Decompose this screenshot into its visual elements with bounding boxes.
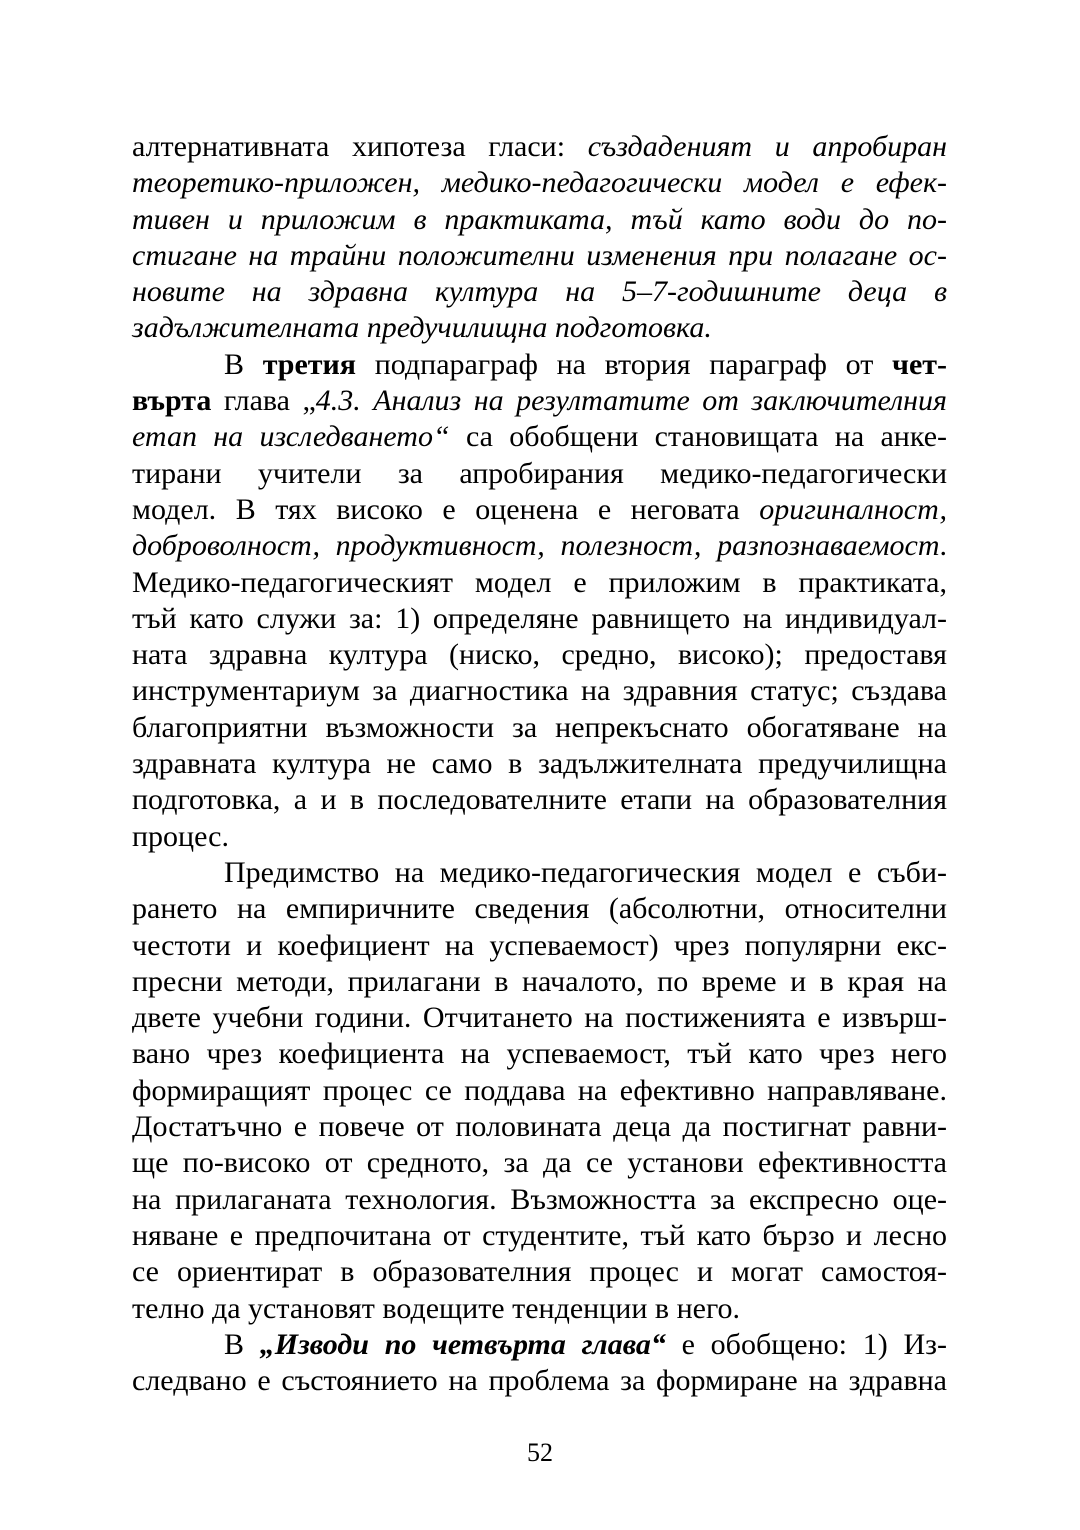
text-run: ще по-високо от средното, за да се установи ефективността: [132, 1146, 947, 1180]
text-run: на прилаганата технология. Възможността за експресно оце-: [132, 1182, 947, 1216]
text-line: [132, 456, 947, 492]
text-run: са обобщени становищата на анке-: [449, 420, 948, 454]
text-line: [132, 1073, 947, 1109]
text-line: [132, 782, 947, 818]
text-line: [132, 274, 947, 310]
text-run: доброволност, продуктивност, полезност, разпознаваемост: [132, 529, 940, 563]
text-run: теоретико-приложен, медико-педагогически модел е ефек-: [132, 166, 947, 200]
text-line: [132, 1145, 947, 1181]
text-run: В: [224, 1327, 260, 1361]
paragraph-analysis: [132, 347, 947, 855]
text-line: [132, 202, 947, 238]
text-line: [132, 637, 947, 673]
text-run: подготовка, а и в последователните етапи на образователния: [132, 783, 947, 817]
text-line: [132, 565, 947, 601]
text-run: двете учебни години. Отчитането на постиженията е извърш-: [132, 1001, 947, 1035]
text-run: се ориентират в образователния процес и могат самостоя-: [132, 1255, 947, 1289]
text-run: глава „: [211, 384, 316, 418]
text-run: няване е предпочитана от студентите, тъй като бързо и лесно: [132, 1218, 947, 1252]
text-run: В: [224, 347, 263, 381]
text-run: третия: [262, 347, 357, 381]
text-line: [132, 710, 947, 746]
text-run: чет-: [892, 347, 948, 381]
text-line: [132, 1218, 947, 1254]
text-run: формиращият процес се поддава на ефективно направляване.: [132, 1073, 947, 1107]
text-run: „Изводи по четвърта глава“: [259, 1327, 666, 1361]
paragraph-conclusions: [132, 1327, 947, 1400]
text-line: [132, 1363, 947, 1399]
text-run: вано чрез коефициента на успеваемост, тъй като чрез него: [132, 1037, 947, 1071]
text-run: рането на емпиричните сведения (абсолютни, относителни: [132, 892, 947, 926]
text-line: [132, 1254, 947, 1290]
text-line: [132, 383, 947, 419]
text-line: [132, 165, 947, 201]
text-run: новите на здравна култура на 5–7-годишните деца в: [132, 275, 947, 309]
text-run: подпараграф на втория параграф от: [356, 347, 893, 381]
text-run: оригиналност,: [759, 492, 947, 526]
text-run: Медико-педагогическият модел е приложим в практиката,: [132, 565, 947, 599]
text-line: [132, 1036, 947, 1072]
text-line: [132, 928, 947, 964]
text-line: [132, 819, 947, 855]
paragraph-advantage: [132, 855, 947, 1327]
text-line: [132, 492, 947, 528]
text-line: [132, 1109, 947, 1145]
text-line: [132, 673, 947, 709]
text-run: Достатъчно е повече от половината деца да постигнат равни-: [132, 1110, 947, 1144]
text-run: тъй като служи за: 1) определяне равнището на индивидуал-: [132, 601, 947, 635]
text-run: 4.3. Анализ на резултатите от заключителния: [315, 384, 948, 418]
text-run: здравната култура не само в задължителната предучилищна: [132, 747, 947, 781]
text-run: честоти и коефициент на успеваемост) чрез популярни екс-: [132, 928, 947, 962]
text-line: [132, 891, 947, 927]
text-run: тирани учители за апробирания медико-педагогически: [132, 456, 947, 490]
text-run: инструментариум за диагностика на здравния статус; създава: [132, 674, 947, 708]
text-run: следвано е състоянието на проблема за формиране на здравна: [132, 1364, 947, 1398]
text-line: [132, 419, 947, 455]
text-line: [132, 855, 947, 891]
text-line: [132, 746, 947, 782]
text-line: [132, 238, 947, 274]
text-run: благоприятни възможности за непрекъснато обогатяване на: [132, 710, 947, 744]
text-run: процес.: [132, 819, 229, 853]
text-run: задължителната предучилищна подготовка.: [132, 311, 712, 345]
text-line: [132, 1327, 947, 1363]
text-line: [132, 310, 947, 346]
text-run: върта: [132, 384, 212, 418]
text-run: Предимство на медико-педагогическия модел е съби-: [224, 855, 947, 889]
text-run: .: [939, 529, 947, 563]
page-number: 52: [527, 1438, 553, 1467]
text-run: телно да установят водещите тенденции в него.: [132, 1291, 740, 1325]
text-line: [132, 1291, 947, 1327]
text-line: [132, 964, 947, 1000]
text-run: ната здравна култура (ниско, средно, високо); предоставя: [132, 638, 947, 672]
text-line: [132, 129, 947, 165]
text-line: [132, 1000, 947, 1036]
text-run: създаденият и апробиран: [587, 130, 947, 163]
text-line: [132, 347, 947, 383]
text-run: стигане на трайни положителни изменения при полагане ос-: [132, 238, 947, 272]
page-body: [132, 129, 947, 1399]
text-run: алтернативната хипотеза гласи:: [132, 130, 588, 163]
text-run: модел. В тях високо е оценена е неговата: [132, 492, 760, 526]
text-run: тивен и приложим в практиката, тъй като води до по-: [132, 202, 947, 236]
text-line: [132, 1182, 947, 1218]
text-run: пресни методи, прилагани в началото, по време и в края на: [132, 964, 947, 998]
text-run: е обобщено: 1) Из-: [665, 1327, 947, 1361]
text-line: [132, 528, 947, 564]
paragraph-hypothesis: [132, 129, 947, 347]
text-run: етап на изследването“: [132, 420, 450, 454]
text-line: [132, 601, 947, 637]
